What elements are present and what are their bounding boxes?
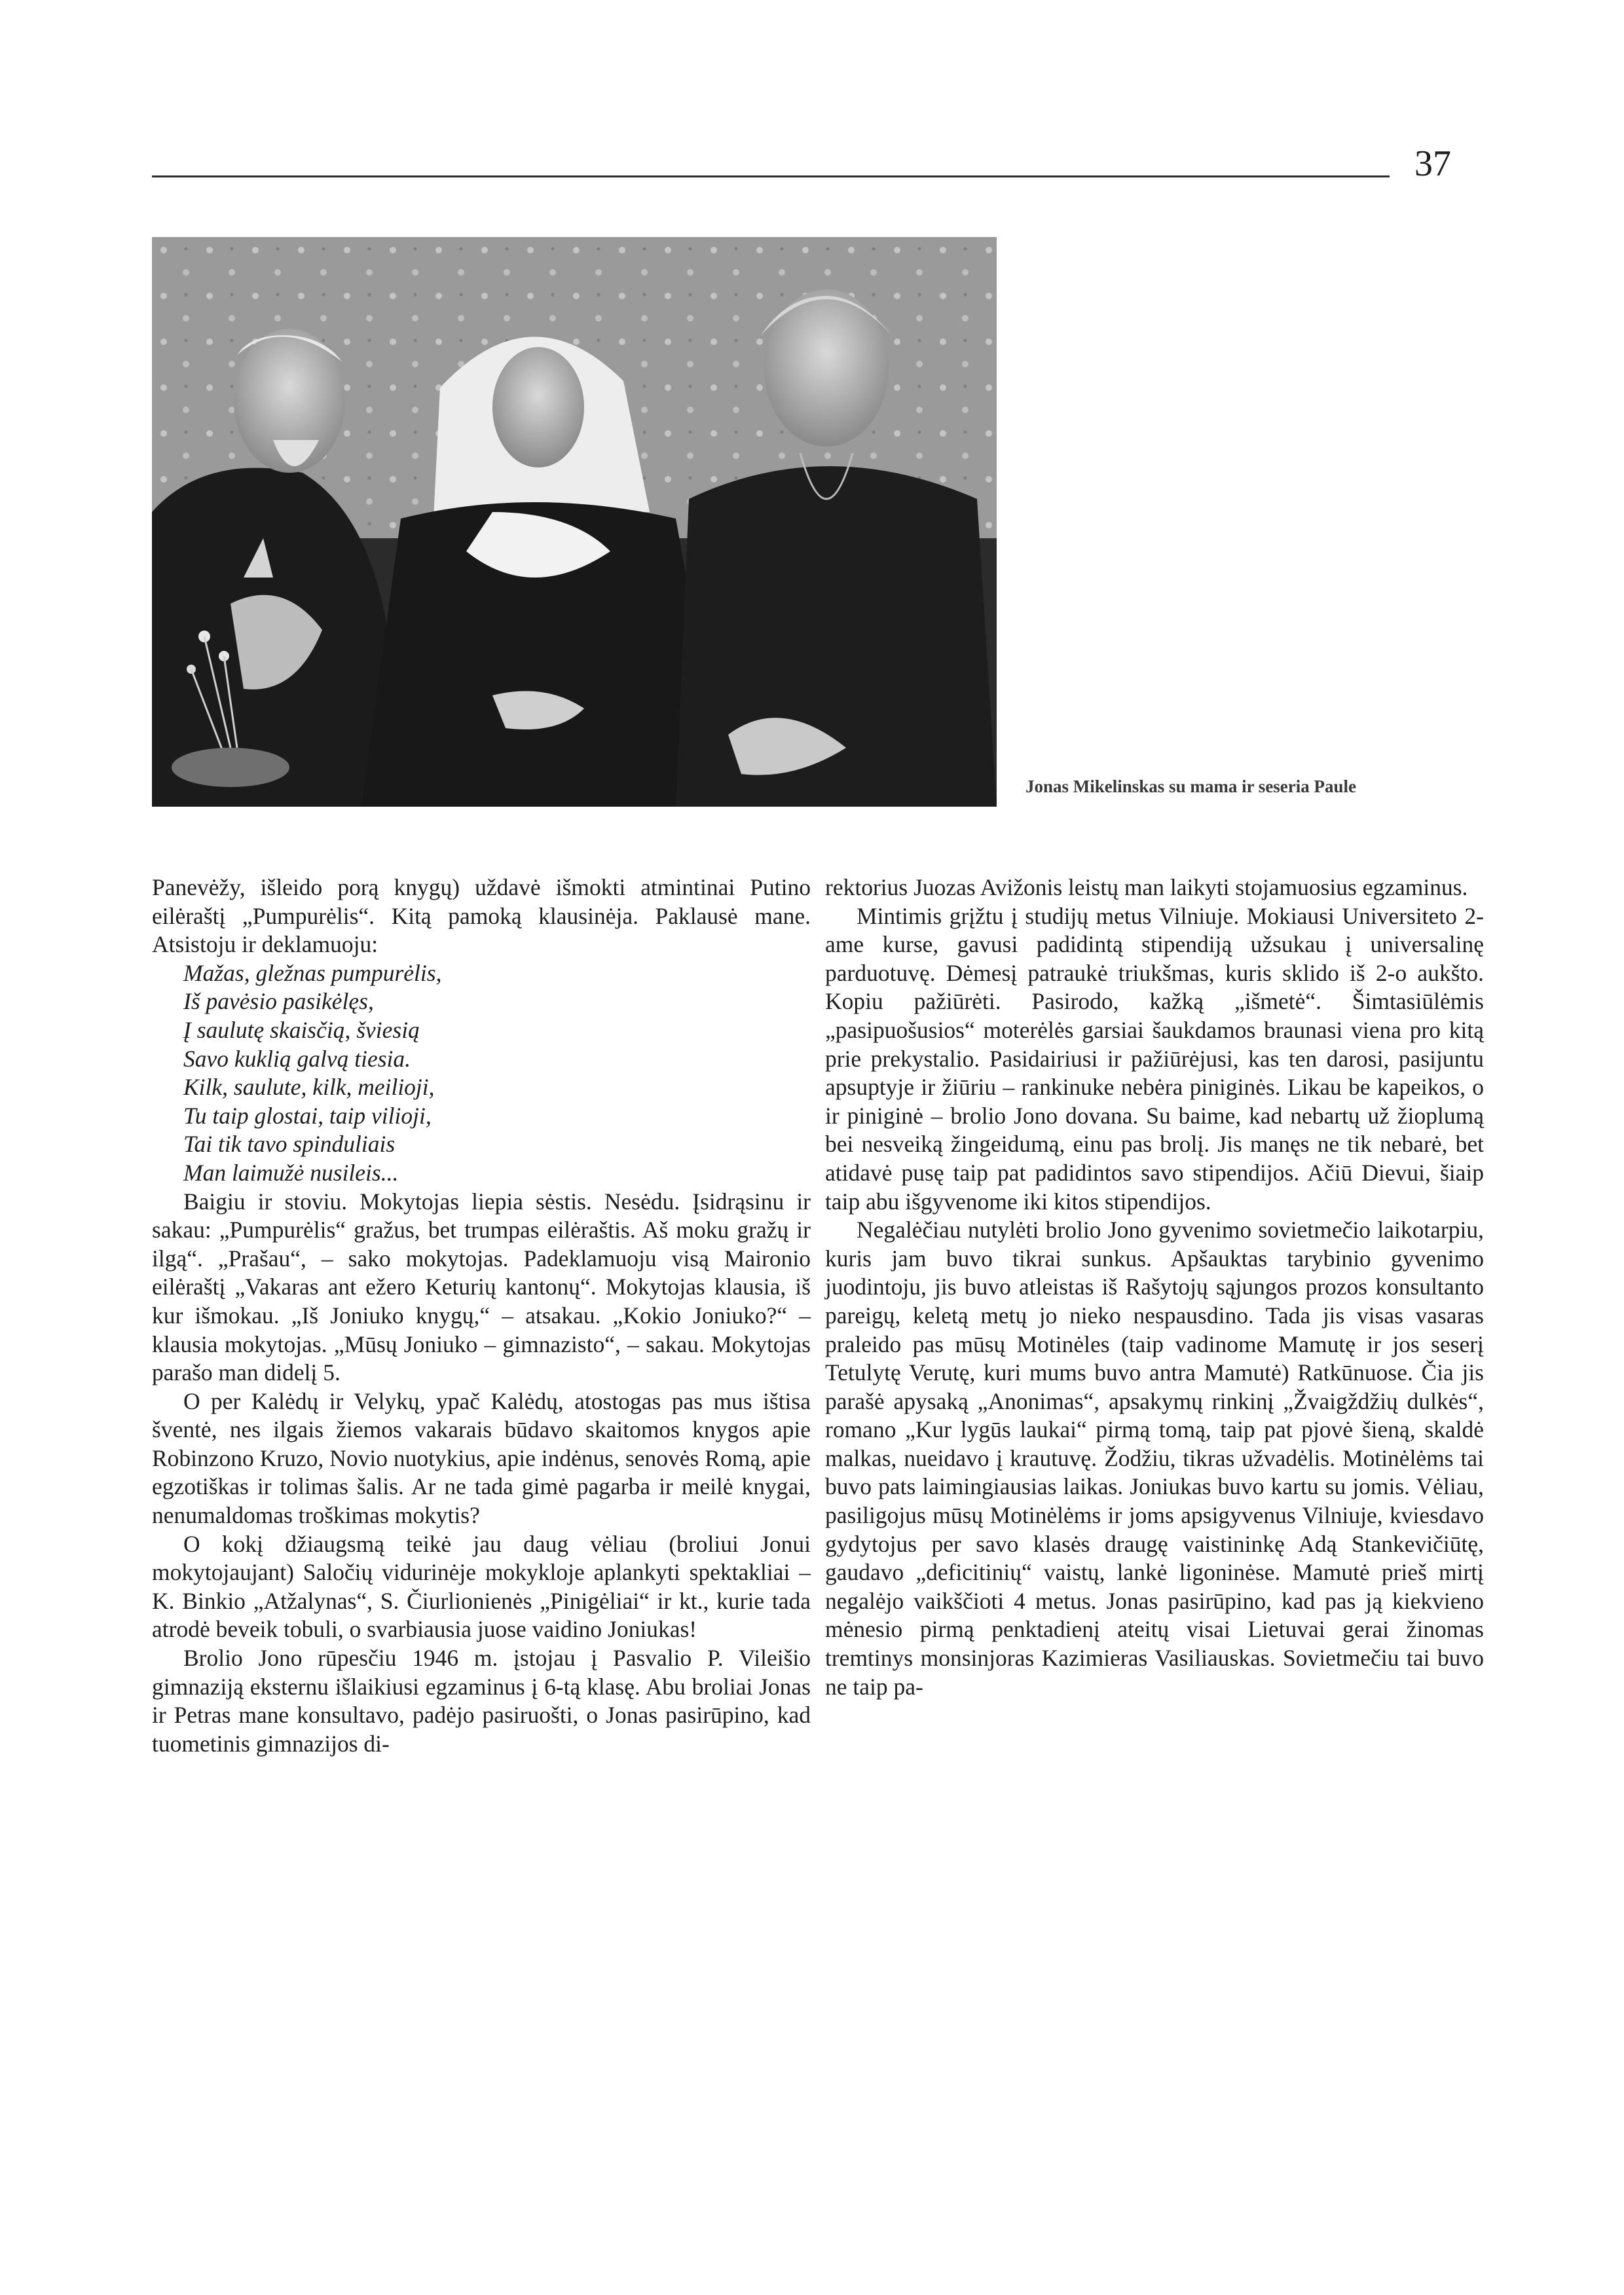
photo-caption: Jonas Mikelinskas su mama ir seseria Paule (1025, 777, 1357, 796)
paragraph: O kokį džiaugsmą teikė jau daug vėliau (broliui Jonui mokytojaujant) Saločių vidurinėje mokykloje aplankyti spektakliai – K. Binkio „Atžalynas“, S. Čiurlionienės „Pinigėliai“ ir kt., kurie tada atrodė beveik tobuli, o svarbiausia juose vaidino Joniukas! (152, 1530, 811, 1643)
paragraph: Mintimis grįžtu į studijų metus Vilniuje. Mokiausi Universiteto 2-ame kurse, gavusi padidintą stipendiją užsukau į universalinę parduotuvę. Dėmesį patraukė triukšmas, kuris sklido iš 2-o aukšto. Kopiu pažiūrėti. Pasirodo, kažką „išmetė“. Šimtasiūlėmis „pasipuošusios“ moterėlės garsiai šaukdamos braunasi viena pro kitą prie prekystalio. Pasidairiusi ir pažiūrėjusi, kas ten darosi, pasijuntu apsuptyje ir žiūriu – rankinuke nebėra piniginės. Likau be kapeikos, o ir piniginė – brolio Jono dovana. Su baime, kad nebartų už žioplumą bei nesveiką žingeidumą, einu pas brolį. Jis manęs ne tik nebarė, bet atidavė pusę taip pat padidintos savo stipendijos. Ačiū Dievui, šiaip taip abu išgyvenome iki kitos stipendijos. (825, 902, 1484, 1215)
paragraph: Brolio Jono rūpesčiu 1946 m. įstojau į Pasvalio P. Vileišio gimnaziją eksternu išlaikiusi egzaminus į 6-tą klasę. Abu broliai Jonas ir Petras mane konsultavo, padėjo pasiruošti, o Jonas pasirūpino, kad tuometinis gimnazijos di- (152, 1645, 811, 1757)
poem-line: Man laimužė nusileis... (183, 1159, 399, 1186)
paragraph: Baigiu ir stoviu. Mokytojas liepia sėstis. Nesėdu. Įsidrąsinu ir sakau: „Pumpurėlis“ gražus, bet trumpas eilėraštis. Aš moku gražų ir ilgą“. „Prašau“, – sako mokytojas. Padeklamuoju visą Maironio eilėraštį „Vakaras ant ežero Keturių kantonų“. Mokytojas klausia, iš kur išmokau. „Iš Joniuko knygų,“ – atsakau. „Kokio Joniuko?“ – klausia mokytojas. „Mūsų Joniuko – gimnazisto“, – sakau. Mokytojas parašo man didelį 5. (152, 1188, 811, 1386)
paragraph: Panevėžy, išleido porą knygų) uždavė išmokti atmintinai Putino eilėraštį „Pumpurėlis“. Kitą pamoką klausinėja. Paklausė mane. Atsistoju ir deklamuoju: (152, 874, 811, 958)
family-photo (152, 237, 997, 807)
poem-line: Mažas, gležnas pumpurėlis, (183, 959, 442, 986)
paragraph: rektorius Juozas Avižonis leistų man laikyti stojamuosius egzaminus. (825, 874, 1468, 900)
header-rule (152, 175, 1390, 177)
poem-line: Tu taip glostai, taip vilioji, (183, 1102, 432, 1129)
paragraph: Negalėčiau nutylėti brolio Jono gyvenimo sovietmečio laikotarpiu, kuris jam buvo tikrai sunkus. Apšauktas tarybinio gyvenimo juodintoju, jis buvo atleistas iš Rašytojų sąjungos prozos konsultanto pareigų, keletą metų jo nieko nespausdino. Tada jis visas vasaras praleido pas mūsų Motinėles (taip vadinome Mamutę ir jos seserį Tetulytę Verutę, kuri mums buvo antra Mamutė) Ratkūnuose. Čia jis parašė apysaką „Anonimas“, apsakymų rinkinį „Žvaigždžių dulkės“, romano „Kur lygūs laukai“ pirmą tomą, taip pat pjovė šieną, skaldė malkas, nueidavo į krautuvę. Žodžiu, tikras užvadėlis. Motinėlėms tai buvo pats laimingiausias laikas. Joniukas buvo kartu su jomis. Vėliau, pasiligojus mūsų Motinėlėms ir joms apsigyvenus Vilniuje, kviesdavo gydytojus per savo klasės draugę vaistininkę Adą Stankevičiūtę, gaudavo „deficitinių“ vaistų, lankė ligoninėse. Mamutė prieš mirtį negalėjo vaikščioti 4 metus. Jonas pasirūpino, kad pas ją kiekvieno mėnesio pirmą penktadienį ateitų visai Lietuvai gerai žinomas tremtinys monsinjoras Kazimieras Vasiliauskas. Sovietmečiu tai buvo ne taip pa- (825, 1217, 1484, 1700)
poem-line: Į saulutę skaisčią, šviesią (183, 1016, 420, 1043)
right-column (825, 873, 1484, 1701)
poem (152, 959, 811, 1188)
left-column (152, 873, 811, 1758)
poem-line: Savo kuklią galvą tiesia. (183, 1045, 411, 1072)
poem-line: Tai tik tavo spinduliais (183, 1131, 396, 1158)
poem-line: Kilk, saulute, kilk, meilioji, (183, 1074, 435, 1101)
poem-line: Iš pavėsio pasikėlęs, (183, 988, 374, 1015)
paragraph: O per Kalėdų ir Velykų, ypač Kalėdų, atostogas pas mus ištisa šventė, nes ilgais žiemos vakarais būdavo skaitomos knygos apie Robinzono Kruzo, Novio nuotykius, apie indėnus, senovės Romą, apie egzotiškas ir tolimas šalis. Ar ne tada gimė pagarba ir meilė knygai, nenumaldomas troškimas mokytis? (152, 1387, 811, 1529)
page-number: 37 (1414, 143, 1451, 184)
